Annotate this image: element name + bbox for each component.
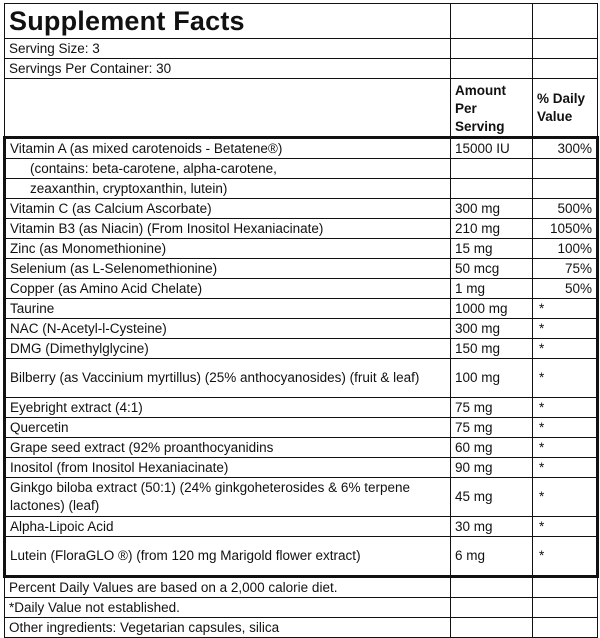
ingredient-name: NAC (N-Acetyl-l-Cysteine) <box>5 319 451 339</box>
ingredient-amount: 50 mcg <box>451 259 533 279</box>
ingredient-name: Inositol (from Inositol Hexaniacinate) <box>5 458 451 478</box>
ingredient-amount: 75 mg <box>451 418 533 438</box>
ingredient-name: Taurine <box>5 299 451 319</box>
servings-per-container-row <box>5 59 598 79</box>
ingredient-dv: * <box>533 418 598 438</box>
footnote-daily-values: Percent Daily Values are based on a 2,000 calorie diet. <box>5 577 451 598</box>
ingredient-row <box>5 159 598 179</box>
ingredient-row <box>5 418 598 438</box>
ingredient-dv: * <box>533 319 598 339</box>
ingredient-name: Zinc (as Monomethionine) <box>5 239 451 259</box>
footnote-not-established: *Daily Value not established. <box>5 598 451 618</box>
footnote-row <box>5 577 598 598</box>
serving-size-row <box>5 39 598 59</box>
ingredient-dv: * <box>533 299 598 319</box>
ingredient-dv: 300% <box>533 138 598 159</box>
ingredient-list <box>5 138 598 577</box>
ingredient-dv: * <box>533 438 598 458</box>
ingredient-dv: 500% <box>533 199 598 219</box>
ingredient-dv <box>533 179 598 199</box>
label-title: Supplement Facts <box>5 4 451 39</box>
ingredient-amount: 75 mg <box>451 398 533 418</box>
ingredient-row <box>5 517 598 537</box>
ingredient-dv: * <box>533 359 598 398</box>
ingredient-row <box>5 179 598 199</box>
ingredient-dv: 50% <box>533 279 598 299</box>
ingredient-name: Ginkgo biloba extract (50:1) (24% ginkgoheterosides & 6% terpene lactones) (leaf) <box>5 478 451 517</box>
ingredient-row <box>5 398 598 418</box>
ingredient-amount: 30 mg <box>451 517 533 537</box>
ingredient-name: Lutein (FloraGLO ®) (from 120 mg Marigold flower extract) <box>5 537 451 577</box>
ingredient-row <box>5 259 598 279</box>
other-ingredients: Other ingredients: Vegetarian capsules, silica <box>5 618 451 638</box>
ingredient-name: zeaxanthin, cryptoxanthin, lutein) <box>5 179 451 199</box>
serving-size: Serving Size: 3 <box>5 39 451 59</box>
ingredient-row <box>5 478 598 517</box>
amount-per-serving-header: Amount Per Serving <box>451 79 533 138</box>
ingredient-name: Selenium (as L-Selenomethionine) <box>5 259 451 279</box>
ingredient-name: DMG (Dimethylglycine) <box>5 339 451 359</box>
ingredient-dv: * <box>533 537 598 577</box>
ingredient-name: Vitamin B3 (as Niacin) (From Inositol Hexaniacinate) <box>5 219 451 239</box>
ingredient-row <box>5 279 598 299</box>
ingredient-amount: 100 mg <box>451 359 533 398</box>
ingredient-row <box>5 458 598 478</box>
title-row <box>5 4 598 39</box>
ingredient-amount: 15000 IU <box>451 138 533 159</box>
daily-value-header: % Daily Value <box>533 79 598 138</box>
ingredient-amount: 300 mg <box>451 319 533 339</box>
ingredient-row <box>5 138 598 159</box>
ingredient-name: Vitamin A (as mixed carotenoids - Betatene®) <box>5 138 451 159</box>
footnotes <box>5 577 598 638</box>
ingredient-amount: 6 mg <box>451 537 533 577</box>
ingredient-dv <box>533 159 598 179</box>
ingredient-amount <box>451 179 533 199</box>
ingredient-name: Copper (as Amino Acid Chelate) <box>5 279 451 299</box>
ingredient-row <box>5 537 598 577</box>
ingredient-name: Bilberry (as Vaccinium myrtillus) (25% anthocyanosides) (fruit & leaf) <box>5 359 451 398</box>
ingredient-amount: 15 mg <box>451 239 533 259</box>
ingredient-dv: * <box>533 478 598 517</box>
ingredient-dv: * <box>533 398 598 418</box>
ingredient-row <box>5 219 598 239</box>
ingredient-name: Grape seed extract (92% proanthocyanidins <box>5 438 451 458</box>
ingredient-name: (contains: beta-carotene, alpha-carotene, <box>5 159 451 179</box>
ingredient-amount: 1 mg <box>451 279 533 299</box>
supplement-facts-table <box>3 3 599 638</box>
ingredient-row <box>5 438 598 458</box>
ingredient-amount: 45 mg <box>451 478 533 517</box>
ingredient-dv: 100% <box>533 239 598 259</box>
ingredient-name: Eyebright extract (4:1) <box>5 398 451 418</box>
ingredient-name: Alpha-Lipoic Acid <box>5 517 451 537</box>
ingredient-name: Quercetin <box>5 418 451 438</box>
footnote-row <box>5 618 598 638</box>
ingredient-amount: 60 mg <box>451 438 533 458</box>
ingredient-dv: * <box>533 458 598 478</box>
ingredient-row <box>5 359 598 398</box>
ingredient-row <box>5 339 598 359</box>
ingredient-amount: 90 mg <box>451 458 533 478</box>
ingredient-dv: * <box>533 339 598 359</box>
ingredient-amount: 300 mg <box>451 199 533 219</box>
ingredient-row <box>5 199 598 219</box>
ingredient-dv: * <box>533 517 598 537</box>
ingredient-amount <box>451 159 533 179</box>
ingredient-dv: 75% <box>533 259 598 279</box>
ingredient-amount: 150 mg <box>451 339 533 359</box>
column-header-row <box>5 79 598 138</box>
ingredient-name: Vitamin C (as Calcium Ascorbate) <box>5 199 451 219</box>
footnote-row <box>5 598 598 618</box>
ingredient-dv: 1050% <box>533 219 598 239</box>
ingredient-row <box>5 299 598 319</box>
ingredient-row <box>5 319 598 339</box>
ingredient-amount: 210 mg <box>451 219 533 239</box>
ingredient-row <box>5 239 598 259</box>
supplement-facts-label <box>3 3 596 638</box>
ingredient-amount: 1000 mg <box>451 299 533 319</box>
servings-per-container: Servings Per Container: 30 <box>5 59 451 79</box>
